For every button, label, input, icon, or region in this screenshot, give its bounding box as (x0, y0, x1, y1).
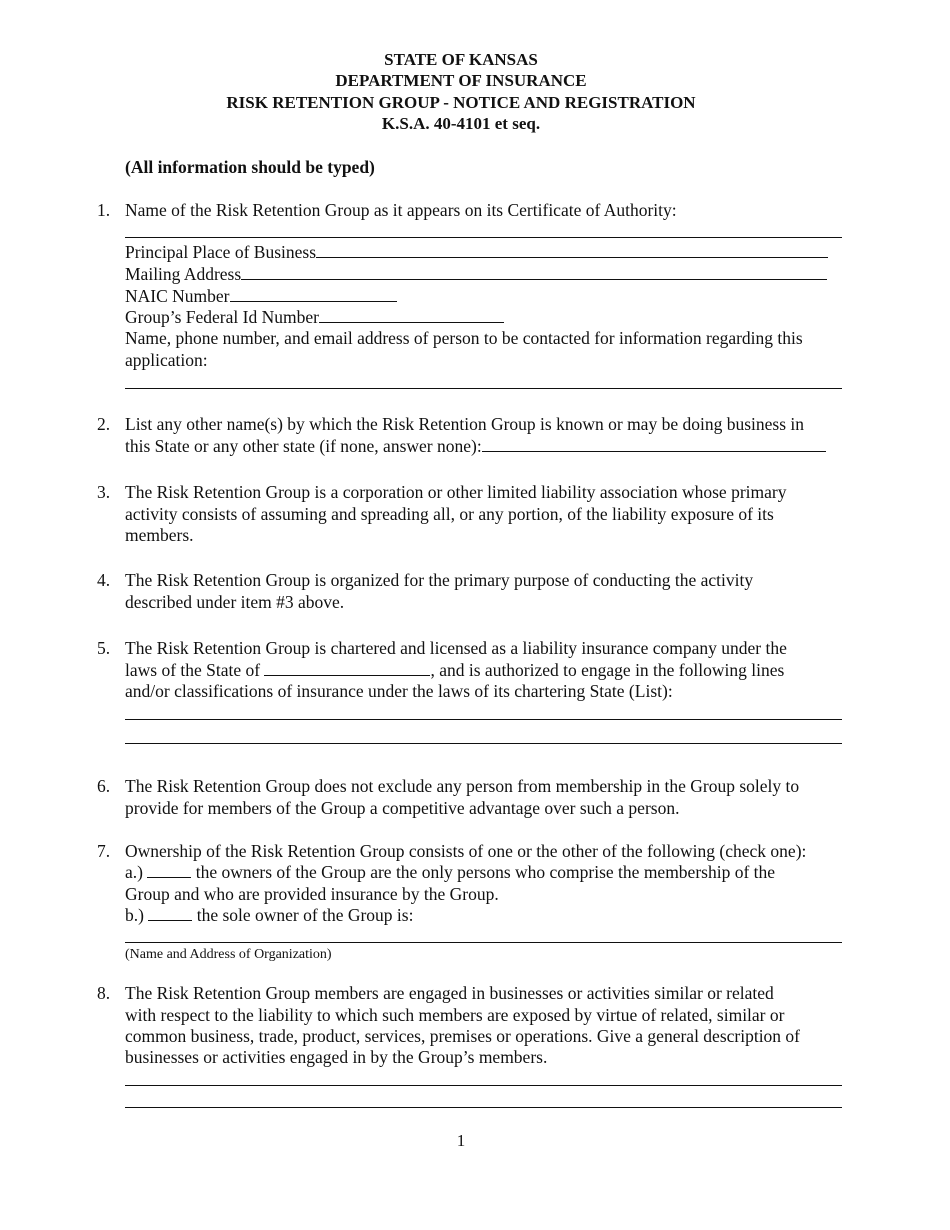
federal-id-field[interactable] (319, 306, 504, 323)
item-5-line2b: , and is authorized to engage in the following lines (430, 660, 785, 680)
item-7-line1: Ownership of the Risk Retention Group consists of one or the other of the following (check one): (125, 841, 807, 861)
lines-of-insurance-field-1[interactable] (125, 719, 842, 720)
item-5-line2-row (125, 659, 784, 681)
naic-number-row (125, 285, 397, 307)
federal-id-row (125, 306, 504, 328)
business-description-field-1[interactable] (125, 1085, 842, 1086)
header-statute: K.S.A. 40-4101 et seq. (381, 114, 541, 133)
contact-text-line2: application: (125, 350, 208, 370)
lines-of-insurance-field-2[interactable] (125, 743, 842, 744)
other-names-field[interactable] (482, 435, 826, 452)
item-5-number: 5. (97, 638, 111, 658)
item-2-number: 2. (97, 414, 111, 434)
item-6-number: 6. (97, 776, 111, 796)
sole-owner-field[interactable] (125, 942, 842, 943)
option-a-line2: Group and who are provided insurance by the Group. (125, 884, 499, 904)
group-name-field[interactable] (125, 237, 842, 238)
item-8-number: 8. (97, 983, 111, 1003)
item-7-number: 7. (97, 841, 111, 861)
item-2-line2-row (125, 435, 826, 457)
principal-place-label: Principal Place of Business (125, 242, 317, 262)
business-description-field-2[interactable] (125, 1107, 842, 1108)
item-3-line2: activity consists of assuming and spreading all, or any portion, of the liability exposure of its (125, 504, 774, 524)
ownership-option-a-row (125, 861, 775, 883)
principal-place-row (125, 241, 828, 263)
contact-person-field[interactable] (125, 388, 842, 389)
option-b-label: b.) (125, 905, 144, 925)
item-1-number: 1. (97, 200, 111, 220)
ownership-option-b-row (125, 904, 413, 926)
federal-id-label: Group’s Federal Id Number (125, 307, 319, 327)
contact-text-line1: Name, phone number, and email address of person to be contacted for information regarding this (125, 328, 803, 348)
mailing-address-field[interactable] (241, 263, 827, 280)
header-department: DEPARTMENT OF INSURANCE (335, 71, 587, 90)
item-8-line3: common business, trade, product, services, premises or operations. Give a general description of (125, 1026, 801, 1046)
item-6-line1: The Risk Retention Group does not exclude any person from membership in the Group solely to (125, 776, 800, 796)
option-b-check-field[interactable] (148, 904, 192, 921)
item-8-line2: with respect to the liability to which such members are exposed by virtue of related, similar or (125, 1005, 785, 1025)
item-8-line1: The Risk Retention Group members are engaged in businesses or activities similar or related (125, 983, 774, 1003)
item-4-line2: described under item #3 above. (125, 592, 345, 612)
option-a-label: a.) (125, 862, 143, 882)
item-4-number: 4. (97, 570, 111, 590)
option-a-check-field[interactable] (147, 861, 191, 878)
item-1-text: Name of the Risk Retention Group as it appears on its Certificate of Authority: (125, 200, 677, 220)
organization-caption: (Name and Address of Organization) (125, 947, 332, 962)
item-8-line4: businesses or activities engaged in by the Group’s members. (125, 1047, 548, 1067)
item-2-line1: List any other name(s) by which the Risk Retention Group is known or may be doing business in (125, 414, 805, 434)
page-number: 1 (456, 1131, 466, 1150)
typing-instruction: (All information should be typed) (125, 157, 375, 177)
chartering-state-field[interactable] (264, 659, 430, 676)
mailing-address-label: Mailing Address (125, 264, 242, 284)
item-5-line3: and/or classifications of insurance under the laws of its chartering State (List): (125, 681, 673, 701)
item-5-line2a: laws of the State of (125, 660, 261, 680)
item-4-line1: The Risk Retention Group is organized for the primary purpose of conducting the activity (125, 570, 754, 590)
item-2-line2: this State or any other state (if none, answer none): (125, 436, 482, 456)
item-3-line1: The Risk Retention Group is a corporation or other limited liability association whose primary (125, 482, 787, 502)
header-state: STATE OF KANSAS (384, 50, 538, 69)
option-a-text: the owners of the Group are the only persons who comprise the membership of the (195, 862, 776, 882)
item-3-number: 3. (97, 482, 111, 502)
item-3-line3: members. (125, 525, 194, 545)
item-6-line2: provide for members of the Group a competitive advantage over such a person. (125, 798, 680, 818)
naic-number-field[interactable] (230, 285, 397, 302)
naic-number-label: NAIC Number (125, 286, 230, 306)
header-form-title: RISK RETENTION GROUP - NOTICE AND REGISTRATION (226, 93, 696, 112)
item-5-line1: The Risk Retention Group is chartered and licensed as a liability insurance company under the (125, 638, 787, 658)
principal-place-field[interactable] (316, 241, 828, 258)
option-b-text: the sole owner of the Group is: (196, 905, 414, 925)
mailing-address-row (125, 263, 827, 285)
